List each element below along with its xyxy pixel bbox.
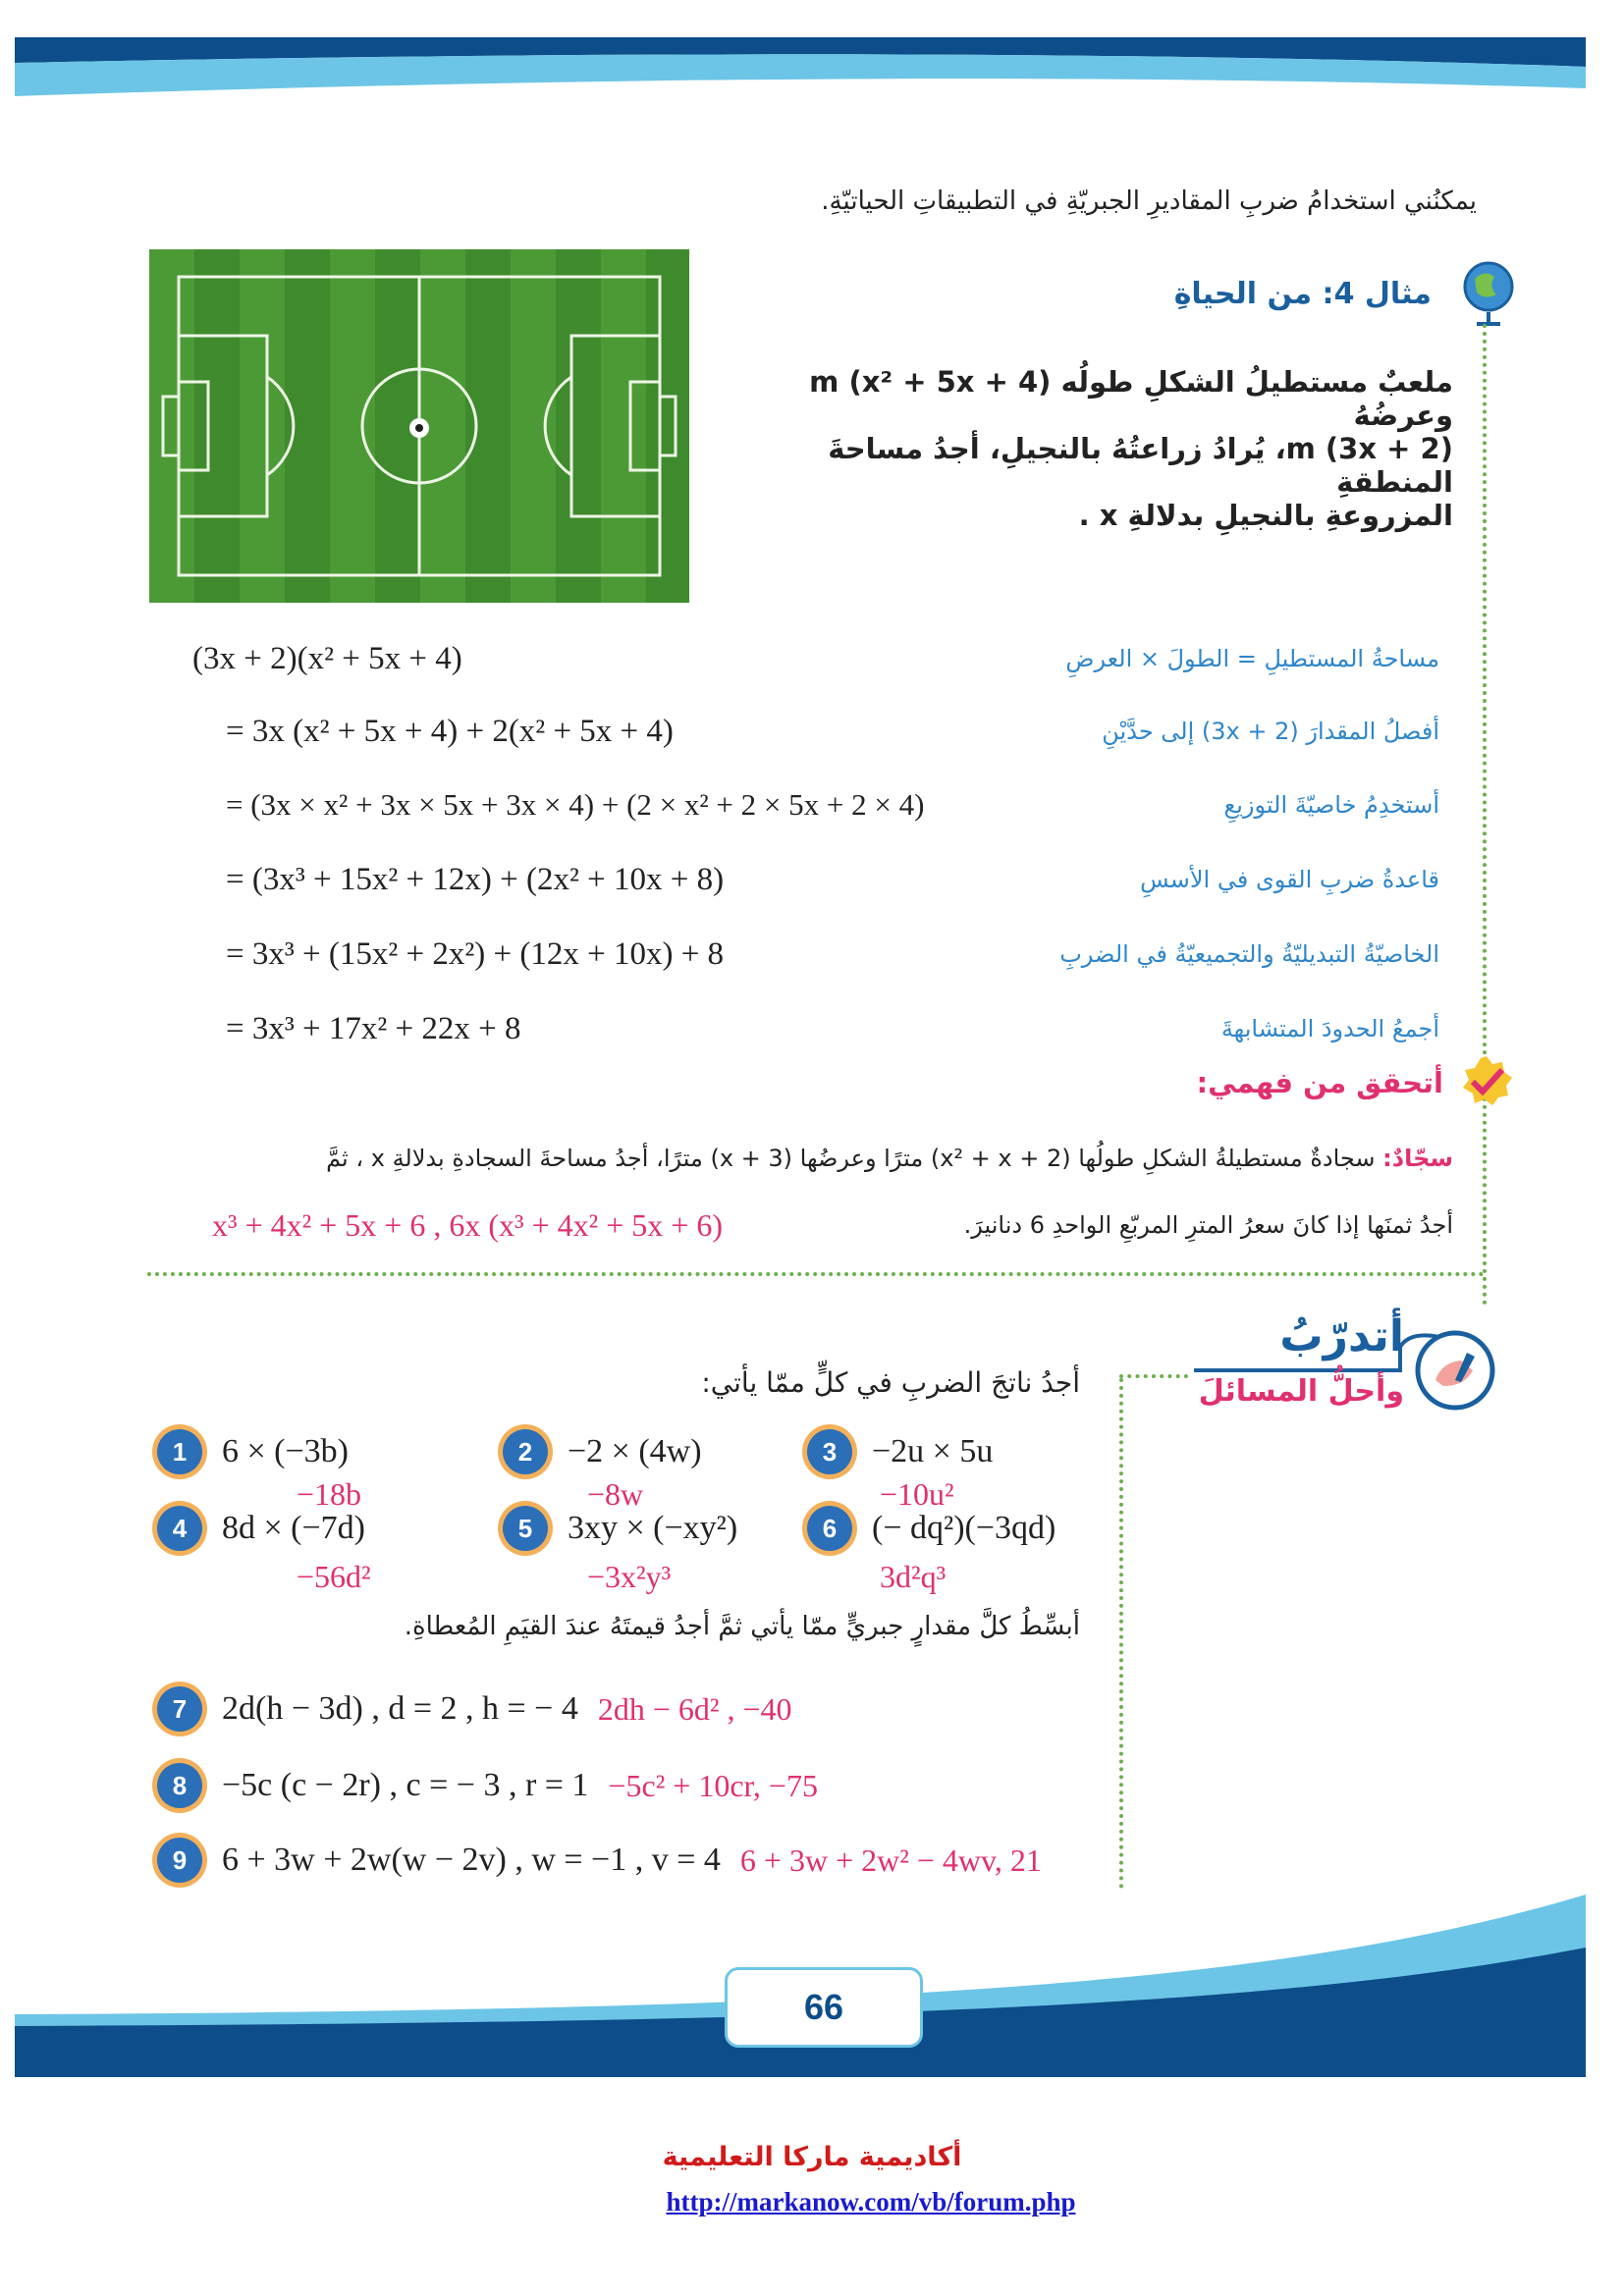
practice-title-1: أتدرّبُ	[1279, 1311, 1404, 1362]
step-hint: مساحةُ المستطيلِ = الطولَ × العرضِ	[1065, 645, 1439, 672]
item-expression: 8d × (−7d)	[222, 1510, 365, 1546]
check-line-1	[137, 1145, 1453, 1172]
item-number: 3	[807, 1429, 852, 1474]
check-title: أتحقق من فهمي:	[1196, 1066, 1443, 1099]
exercise-item	[157, 1686, 792, 1732]
item-number: 4	[157, 1506, 202, 1551]
exercise-item	[157, 1838, 1042, 1883]
step-row	[192, 991, 1439, 1066]
exercise-item	[157, 1506, 365, 1551]
step-hint: أفصلُ المقدارَ (3x + 2) إلى حدَّيْنِ	[1102, 718, 1439, 745]
item-answer: −18b	[297, 1476, 362, 1512]
practice-border-top	[1119, 1374, 1188, 1378]
globe-icon	[1461, 257, 1518, 330]
practice-border	[1119, 1378, 1123, 1889]
example-line-3: المزروعةِ بالنجيلِ بدلالةِ x .	[1078, 499, 1453, 532]
item-number: 5	[503, 1506, 548, 1551]
check-line-2: أجدُ ثمنَها إذا كانَ سعرُ المترِ المربّعِ الواحدِ 6 دنانيرَ.	[963, 1211, 1453, 1239]
step-math: (3x + 2)(x² + 5x + 4)	[192, 640, 462, 676]
practice-instruction-2: أبسِّطُ كلَّ مقدارٍ جبريٍّ ممّا يأتي ثمَّ أجدُ قيمتَهُ عندَ القيَمِ المُعطاةِ.	[404, 1612, 1080, 1641]
example-line-1: ملعبٌ مستطيلُ الشكلِ طولُه (x² + 5x + 4) m وعرضُهُ	[809, 365, 1453, 432]
step-row	[192, 768, 1439, 842]
intro-text: يمكنُني استخدامُ ضربِ المقاديرِ الجبريّةِ في التطبيقاتِ الحياتيّةِ.	[821, 187, 1477, 216]
exercise-item	[807, 1506, 1056, 1551]
step-row	[192, 917, 1439, 991]
item-answer: −56d²	[297, 1559, 371, 1594]
step-row	[192, 622, 1439, 695]
exercise-item	[807, 1429, 993, 1474]
item-expression: (− dq²)(−3qd)	[872, 1510, 1056, 1546]
page-number-box	[725, 1967, 923, 2048]
pencil-hand-icon	[1432, 1351, 1479, 1390]
practice-instruction-1: أجدُ ناتجَ الضربِ في كلٍّ ممّا يأتي:	[701, 1366, 1080, 1399]
step-math: = (3x³ + 15x² + 12x) + (2x² + 10x + 8)	[226, 861, 725, 897]
step-hint: قاعدةُ ضربِ القوى في الأسسِ	[1140, 866, 1439, 893]
exercise-item	[157, 1429, 349, 1474]
step-hint: الخاصيّةُ التبديليّةُ والتجميعيّةُ في الضربِ	[1059, 940, 1439, 968]
step-math: = 3x (x² + 5x + 4) + 2(x² + 5x + 4)	[226, 713, 674, 749]
item-answer: −10u²	[880, 1476, 954, 1512]
check-answer: x³ + 4x² + 5x + 6 , 6x (x³ + 4x² + 5x + 6)	[212, 1207, 723, 1243]
item-number: 9	[157, 1838, 202, 1883]
check-border-bottom	[147, 1272, 1485, 1276]
step-hint: أستخدِمُ خاصيّةَ التوزيعِ	[1223, 791, 1439, 819]
item-number: 8	[157, 1763, 202, 1808]
item-number: 7	[157, 1686, 202, 1732]
item-expression: −2u × 5u	[872, 1433, 994, 1469]
example-title: مثال 4: من الحياةِ	[1173, 277, 1432, 311]
item-number: 2	[503, 1429, 548, 1474]
example-line-2: (3x + 2) m، يُرادُ زراعتُهُ بالنجيلِ، أجدُ مساحةَ المنطقةِ	[828, 432, 1453, 499]
check-text-1: سجادةٌ مستطيلةُ الشكلِ طولُها (x² + x + 2) مترًا وعرضُها (x + 3) مترًا، أجدُ مساحةَ السجادةِ بدلالةِ x ، ثمَّ	[326, 1145, 1376, 1172]
exercise-item	[503, 1506, 737, 1551]
exercise-item	[157, 1763, 818, 1808]
solution-steps	[192, 622, 1439, 1066]
checkmark-icon	[1459, 1054, 1514, 1109]
step-row	[192, 842, 1439, 917]
check-label: سجّادٌ:	[1382, 1145, 1453, 1172]
item-expression: 6 × (−3b)	[222, 1433, 349, 1469]
top-banner	[15, 37, 1586, 96]
item-answer: 6 + 3w + 2w² − 4wv, 21	[739, 1842, 1042, 1878]
step-row	[192, 695, 1439, 768]
item-expression: 3xy × (−xy²)	[568, 1510, 738, 1546]
item-answer: −3x²y³	[587, 1559, 672, 1594]
item-expression: 6 + 3w + 2w(w − 2v) , w = −1 , v = 4	[222, 1842, 721, 1878]
item-answer: 2dh − 6d² , −40	[597, 1690, 792, 1727]
step-math: = (3x × x² + 3x × 5x + 3x × 4) + (2 × x² + 2 × 5x + 2 × 4)	[226, 787, 925, 822]
exercise-item	[503, 1429, 702, 1474]
step-math: = 3x³ + 17x² + 22x + 8	[226, 1010, 521, 1046]
page-number: 66	[803, 1987, 844, 2027]
football-field-image	[149, 249, 689, 603]
footer-academy: أكاديمية ماركا التعليمية	[662, 2142, 962, 2172]
footer-link[interactable]: http://markanow.com/vb/forum.php	[666, 2187, 1076, 2216]
practice-header	[1174, 1311, 1498, 1425]
item-number: 6	[807, 1506, 852, 1551]
item-expression: −5c (c − 2r) , c = − 3 , r = 1	[222, 1767, 589, 1803]
step-hint: أجمعُ الحدودَ المتشابهةَ	[1220, 1015, 1439, 1042]
example-border	[1483, 324, 1487, 1306]
practice-title-2: وأحلُّ المسائلَ	[1198, 1374, 1404, 1409]
item-number: 1	[157, 1429, 202, 1474]
item-expression: 2d(h − 3d) , d = 2 , h = − 4	[222, 1690, 578, 1727]
item-answer: 3d²q³	[880, 1559, 947, 1594]
item-answer: −5c² + 10cr, −75	[608, 1767, 818, 1803]
item-answer: −8w	[587, 1476, 644, 1512]
step-math: = 3x³ + (15x² + 2x²) + (12x + 10x) + 8	[226, 935, 725, 972]
item-expression: −2 × (4w)	[568, 1433, 702, 1469]
